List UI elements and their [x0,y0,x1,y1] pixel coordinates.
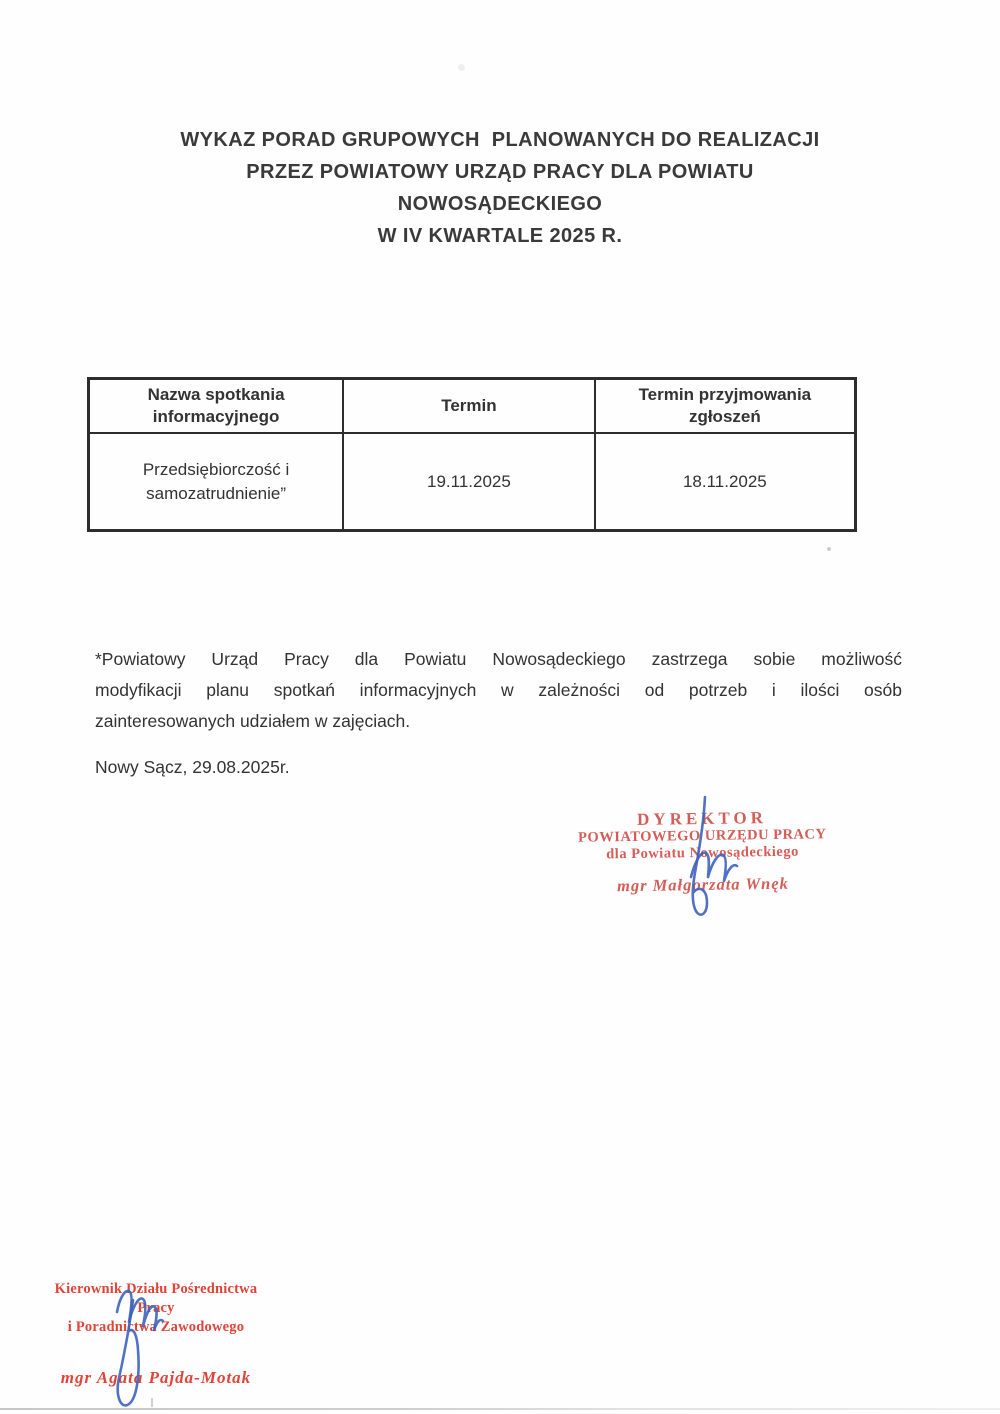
director-stamp-office: POWIATOWEGO URZĘDU PRACY [578,826,827,846]
title-line-3: NOWOSĄDECKIEGO [397,193,603,215]
footnote-line-1: *Powiatowy Urząd Pracy dla Powiatu Nowosądeckiego zastrzega sobie możliwość [95,649,902,669]
cell-termin-zgloszen: 18.11.2025 [595,433,856,531]
scan-speck [458,64,465,71]
table-header-row [89,379,856,434]
director-stamp [569,808,835,897]
director-stamp-title: DYREKTOR [636,808,768,829]
document-title [0,124,1000,252]
director-stamp-district: dla Powiatu Nowosądeckiego [606,843,799,863]
scan-speck [827,547,831,551]
place-date-line: Nowy Sącz, 29.08.2025r. [95,757,290,777]
cell-termin: 19.11.2025 [343,433,595,531]
manager-stamp-title-1: Kierownik Działu Pośrednictwa Pracy [54,1281,258,1316]
title-line-4: W IV KWARTALE 2025 R. [377,225,623,247]
manager-stamp-name: mgr Agata Pajda-Motak [60,1368,252,1387]
scan-mark [151,1398,153,1407]
cell-meeting-name: Przedsiębiorczość i samozatrudnienie” [89,433,344,531]
director-stamp-name: mgr Małgorzata Wnęk [616,873,789,896]
scan-edge-line [0,1408,1000,1410]
column-header-termin: Termin [343,379,595,434]
table-row [89,433,856,531]
footnote-line-3: zainteresowanych udziałem w zajęciach. [95,711,411,731]
column-header-termin-zgloszen: Termin przyjmowania zgłoszeń [595,379,856,434]
manager-stamp [36,1280,276,1388]
footnote-paragraph [95,644,902,737]
title-line-1: WYKAZ PORAD GRUPOWYCH PLANOWANYCH DO REALIZACJI [180,129,820,151]
schedule-table [87,377,857,532]
footnote-line-2: modyfikacji planu spotkań informacyjnych w zależności od potrzeb i ilości osób [95,680,902,700]
manager-stamp-title-2: i Poradnictwa Zawodowego [67,1319,245,1335]
column-header-meeting-name: Nazwa spotkania informacyjnego [89,379,344,434]
title-line-2: PRZEZ POWIATOWY URZĄD PRACY DLA POWIATU [246,161,754,183]
